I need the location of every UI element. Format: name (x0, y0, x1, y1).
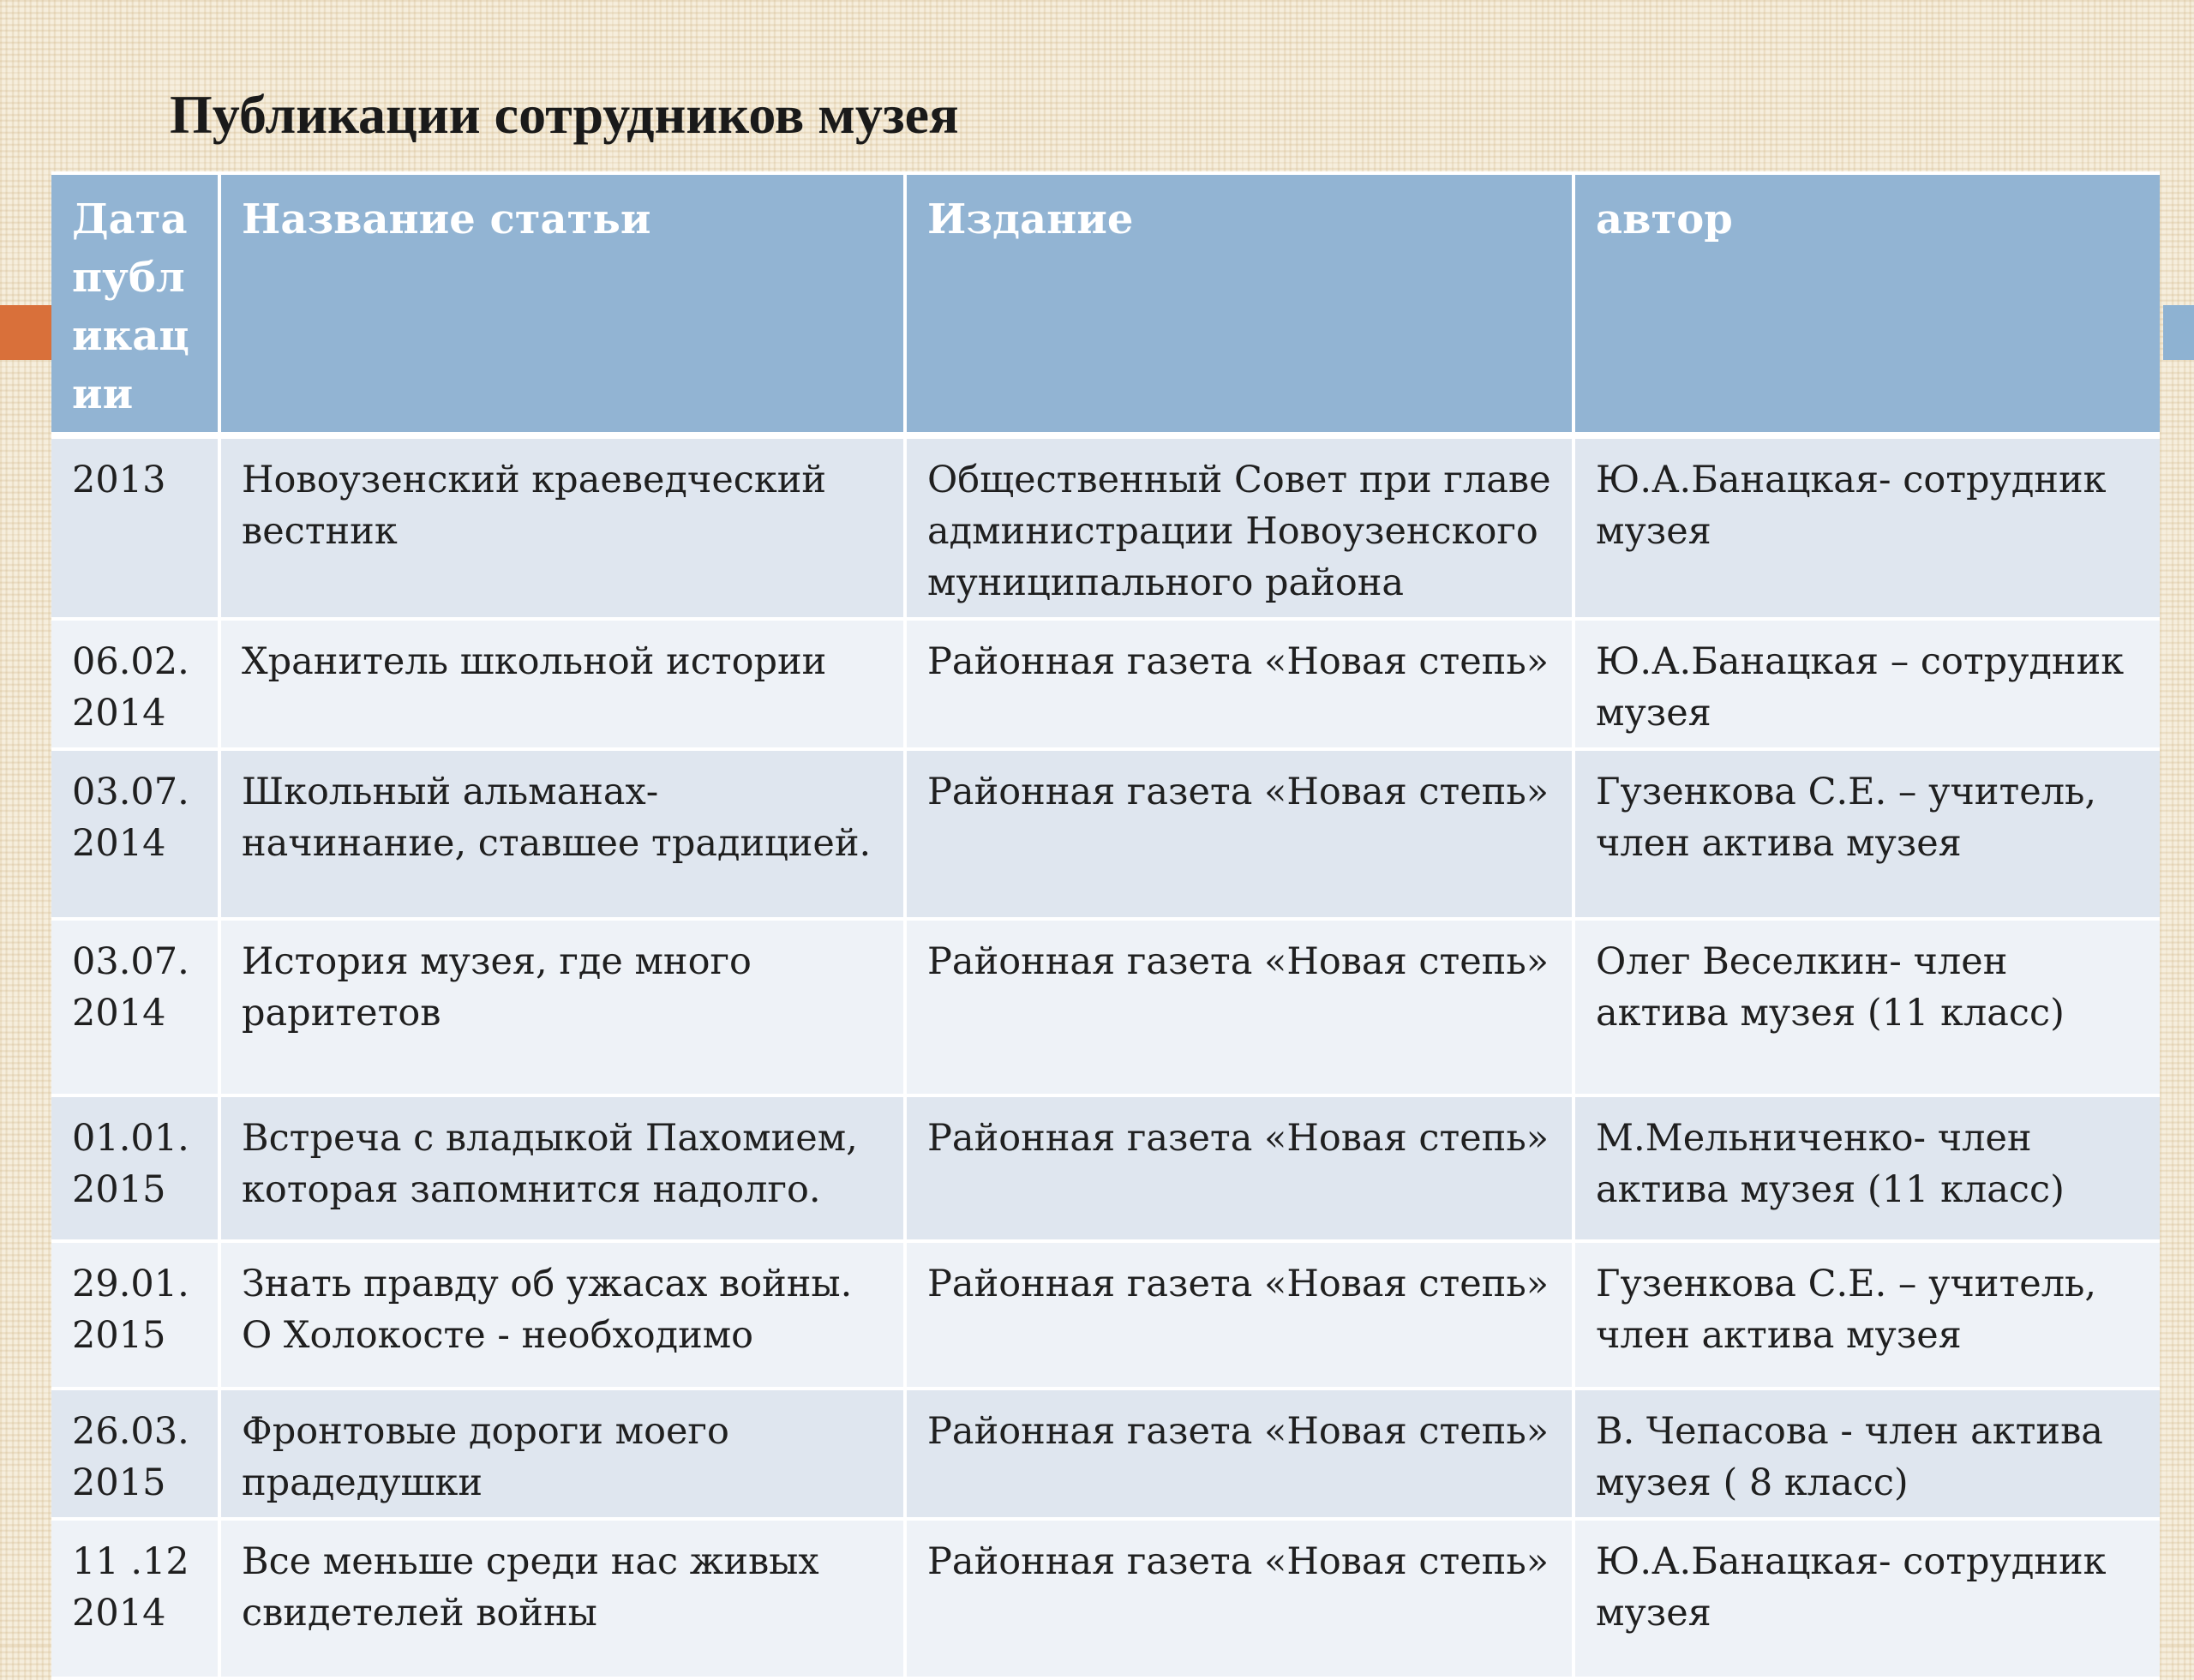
accent-bar-left (0, 305, 51, 360)
table-row (51, 749, 2160, 919)
date-text: 03.07. 2014 (72, 771, 189, 865)
cell-author: Ю.А.Банацкая – сотрудник музея (1574, 619, 2160, 749)
table-header-row (51, 173, 2160, 435)
table-row (51, 1519, 2160, 1678)
cell-edition: Общественный Совет при главе администрации Новоузенского муниципального района (905, 435, 1574, 619)
cell-title: Новоузенский краеведческий вестник (219, 435, 905, 619)
accent-bar-right (2163, 305, 2194, 360)
date-text: 26.03. 2015 (72, 1410, 189, 1504)
cell-date (51, 435, 219, 619)
cell-title: Знать правду об ужасах войны. О Холокосте - необходимо (219, 1241, 905, 1389)
cell-title: История музея, где много раритетов (219, 919, 905, 1095)
cell-date (51, 1095, 219, 1241)
cell-title: Все меньше среди нас живых свидетелей войны (219, 1519, 905, 1678)
table-row (51, 619, 2160, 749)
cell-author: Гузенкова С.Е. – учитель, член актива музея (1574, 1241, 2160, 1389)
cell-title: Школьный альманах- начинание, ставшее традицией. (219, 749, 905, 919)
cell-edition: Районная газета «Новая степь» (905, 919, 1574, 1095)
cell-date (51, 1519, 219, 1678)
header-date (51, 173, 219, 435)
date-text: 11 .12 2014 (72, 1540, 189, 1635)
cell-edition: Районная газета «Новая степь» (905, 1241, 1574, 1389)
date-text: 01.01. 2015 (72, 1117, 189, 1211)
cell-author: В. Чепасова - член актива музея ( 8 класс) (1574, 1389, 2160, 1519)
cell-title: Фронтовые дороги моего прадедушки (219, 1389, 905, 1519)
cell-edition: Районная газета «Новая степь» (905, 619, 1574, 749)
date-text: 03.07. 2014 (72, 940, 189, 1035)
cell-author: Ю.А.Банацкая- сотрудник музея (1574, 435, 2160, 619)
date-text: 29.01. 2015 (72, 1263, 189, 1357)
cell-date (51, 1389, 219, 1519)
cell-edition: Районная газета «Новая степь» (905, 1095, 1574, 1241)
cell-date (51, 619, 219, 749)
cell-edition: Районная газета «Новая степь» (905, 749, 1574, 919)
header-title: Название статьи (219, 173, 905, 435)
table-row (51, 435, 2160, 619)
cell-date (51, 749, 219, 919)
cell-author: Гузенкова С.Е. – учитель, член актива музея (1574, 749, 2160, 919)
cell-title: Хранитель школьной истории (219, 619, 905, 749)
table-row (51, 1241, 2160, 1389)
table-row (51, 1389, 2160, 1519)
page-title: Публикации сотрудников музея (170, 84, 959, 145)
cell-edition: Районная газета «Новая степь» (905, 1389, 1574, 1519)
cell-edition: Районная газета «Новая степь» (905, 1519, 1574, 1678)
table-row (51, 1095, 2160, 1241)
cell-date (51, 1241, 219, 1389)
cell-author: М.Мельниченко- член актива музея (11 класс) (1574, 1095, 2160, 1241)
cell-title: Встреча с владыкой Пахомием, которая запомнится надолго. (219, 1095, 905, 1241)
header-edition: Издание (905, 173, 1574, 435)
table-row (51, 919, 2160, 1095)
publications-table (51, 171, 2160, 1680)
header-author: автор (1574, 173, 2160, 435)
cell-author: Олег Веселкин- член актива музея (11 класс) (1574, 919, 2160, 1095)
cell-date (51, 919, 219, 1095)
date-text: 2013 (72, 459, 166, 501)
header-date-label: Дата публикации (72, 195, 189, 418)
date-text: 06.02. 2014 (72, 640, 189, 735)
cell-author: Ю.А.Банацкая- сотрудник музея (1574, 1519, 2160, 1678)
